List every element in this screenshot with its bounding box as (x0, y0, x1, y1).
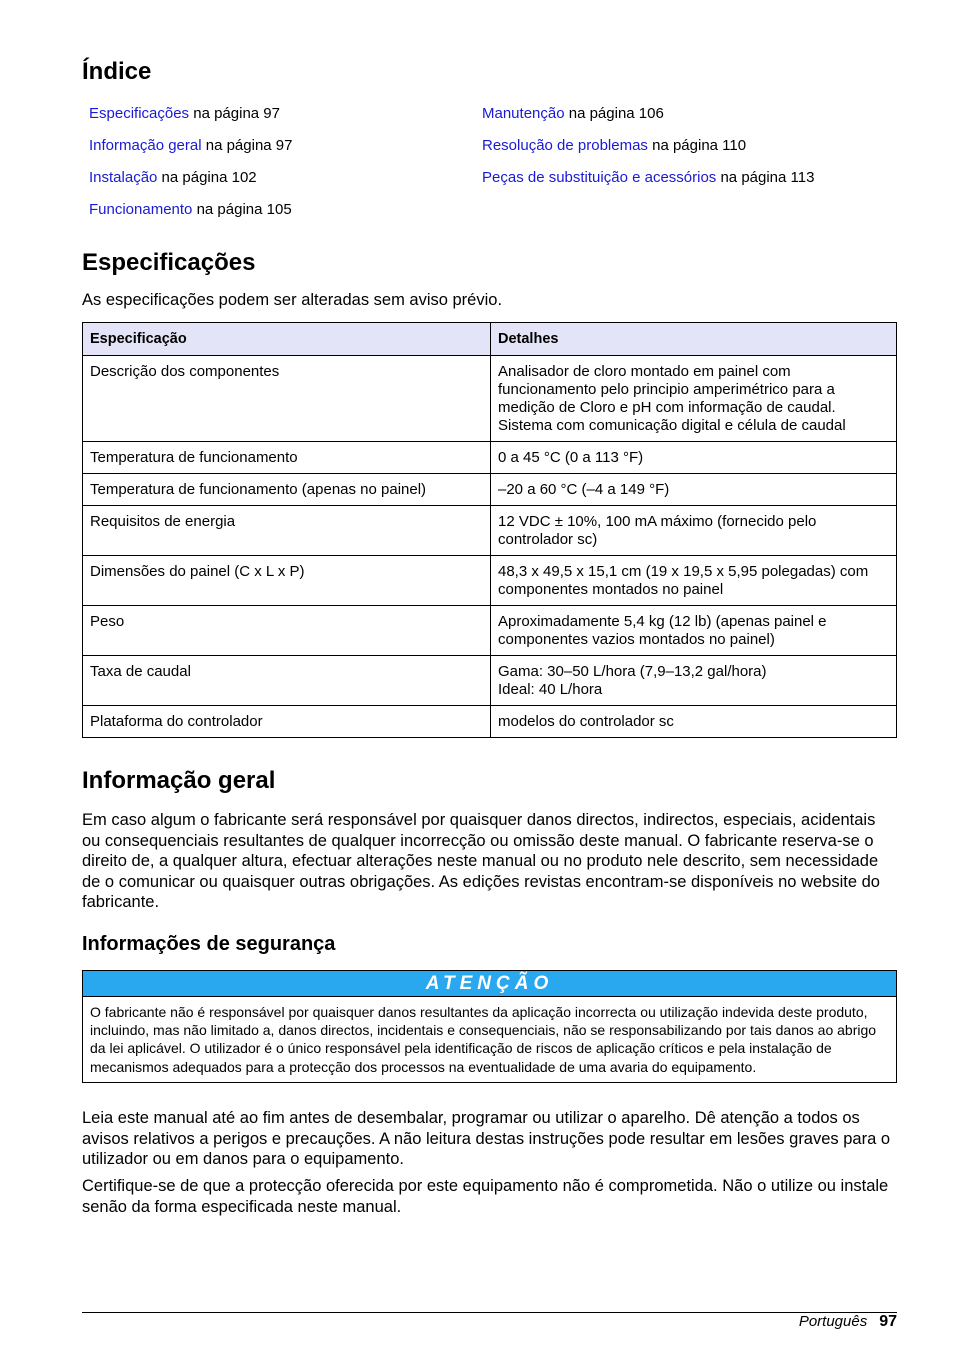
toc-link[interactable]: Instalação (89, 169, 158, 186)
spec-name-cell: Plataforma do controlador (83, 706, 491, 738)
toc-link[interactable]: Resolução de problemas (482, 137, 648, 154)
toc-link[interactable]: Funcionamento (89, 201, 193, 218)
toc-page-ref: na página 106 (564, 105, 664, 122)
table-body (83, 356, 897, 738)
spec-detail-cell: Analisador de cloro montado em painel com funcionamento pelo principio amperimétrico para a medição de Cloro e pH com informação de caudal. Sistema com comunicação digital e célula de caudal (491, 356, 897, 442)
specifications-intro: As especificações podem ser alteradas sem aviso prévio. (82, 291, 503, 309)
toc-item (482, 136, 814, 168)
spec-detail-cell: 0 a 45 °C (0 a 113 °F) (491, 442, 897, 474)
table-row (83, 556, 897, 606)
spec-detail-cell: Gama: 30–50 L/hora (7,9–13,2 gal/hora) Ideal: 40 L/hora (491, 656, 897, 706)
spec-detail-cell: 48,3 x 49,5 x 15,1 cm (19 x 19,5 x 5,95 polegadas) com componentes montados no painel (491, 556, 897, 606)
toc-item (89, 200, 292, 232)
table-header-row (83, 323, 897, 356)
spec-name-cell: Descrição dos componentes (83, 356, 491, 442)
spec-name-cell: Dimensões do painel (C x L x P) (83, 556, 491, 606)
toc-item (482, 104, 814, 136)
footer (799, 1313, 897, 1331)
toc-link[interactable]: Manutenção (482, 105, 565, 122)
safety-paragraph-2: Certifique-se de que a protecção oferecida por este equipamento não é comprometida. Não o utilize ou instale senão da forma especificada neste manual. (82, 1177, 889, 1216)
table-row (83, 474, 897, 506)
footer-language: Português (798, 1313, 868, 1330)
toc-right-column (482, 104, 814, 200)
warning-text: O fabricante não é responsável por quaisquer danos resultantes da aplicação incorrecta ou utilização indevida deste produto, incluindo, mas não limitado a, danos directos, incidentais e consequenciais, não se responsabilizando por tais danos ao abrigo da lei aplicável. O utilizador é o único responsável pela identificação de riscos de aplicação críticos e pela instalação de mecanismos adequados para a protecção dos processos na eventualidade de uma avaria do equipamento. (90, 1004, 877, 1075)
toc-page-ref: na página 105 (192, 201, 292, 218)
specifications-heading: Especificações (82, 249, 256, 276)
warning-box (82, 970, 897, 1083)
spec-detail-cell: 12 VDC ± 10%, 100 mA máximo (fornecido pelo controlador sc) (491, 506, 897, 556)
toc-item (89, 136, 292, 168)
table-row (83, 706, 897, 738)
column-header-specification: Especificação (83, 323, 491, 356)
general-info-heading: Informação geral (82, 767, 276, 794)
toc-title: Índice (82, 58, 152, 85)
toc-link[interactable]: Informação geral (89, 137, 202, 154)
table-row (83, 356, 897, 442)
table-row (83, 606, 897, 656)
toc-item (89, 168, 292, 200)
table-row (83, 506, 897, 556)
spec-name-cell: Peso (83, 606, 491, 656)
spec-name-cell: Taxa de caudal (83, 656, 491, 706)
toc-page-ref: na página 97 (201, 137, 293, 154)
page-number: 97 (879, 1313, 897, 1330)
specifications-table (82, 322, 897, 738)
toc-page-ref: na página 113 (716, 169, 815, 186)
toc-item (89, 104, 292, 136)
spec-name-cell: Temperatura de funcionamento (apenas no painel) (83, 474, 491, 506)
safety-paragraph-1: Leia este manual até ao fim antes de desembalar, programar ou utilizar o aparelho. Dê atenção a todos os avisos relativos a perigos e precauções. A não leitura destas instruções pode resultar em lesões graves para o utilizador ou em danos para o equipamento. (82, 1109, 891, 1168)
footer-divider (82, 1312, 897, 1313)
general-info-paragraph: Em caso algum o fabricante será responsável por quaisquer danos directos, indirectos, especiais, acidentais ou consequenciais resultantes de qualquer incorrecção ou omissão deste manual. O fabricante reserva-se o direito de, a qualquer altura, efectuar alterações neste manual ou no produto nele descrito, sem necessidade de o comunicar ou quaisquer outras obrigações. As edições revistas encontram-se disponíveis no website do fabricante. (82, 811, 880, 911)
spec-name-cell: Temperatura de funcionamento (83, 442, 491, 474)
toc-page-ref: na página 102 (157, 169, 257, 186)
spec-detail-cell: Aproximadamente 5,4 kg (12 lb) (apenas painel e componentes vazios montados no painel) (491, 606, 897, 656)
toc-item (482, 168, 814, 200)
spec-detail-cell: modelos do controlador sc (491, 706, 897, 738)
warning-label: ATENÇÃO (83, 971, 896, 997)
table-row (83, 442, 897, 474)
toc-page-ref: na página 97 (189, 105, 280, 122)
spec-detail-cell: –20 a 60 °C (–4 a 149 °F) (491, 474, 897, 506)
table-row (83, 656, 897, 706)
toc-left-column (89, 104, 292, 232)
toc-page-ref: na página 110 (647, 137, 747, 154)
toc-link[interactable]: Especificações (89, 105, 190, 122)
toc-link[interactable]: Peças de substituição e acessórios (482, 169, 717, 186)
column-header-details: Detalhes (491, 323, 897, 356)
safety-heading: Informações de segurança (82, 933, 336, 955)
spec-name-cell: Requisitos de energia (83, 506, 491, 556)
